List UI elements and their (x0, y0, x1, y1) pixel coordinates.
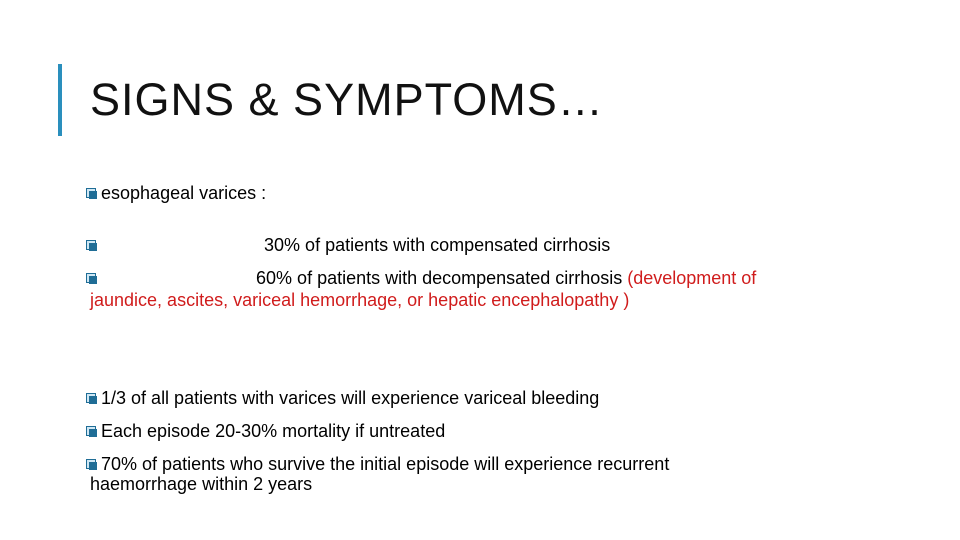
square-bullet-icon (86, 188, 96, 200)
bullet-text: esophageal varices : (101, 183, 267, 203)
bullet-text: Each episode 20-30% mortality if untreated (101, 421, 446, 441)
bullet-text: 70% of patients who survive the initial episode will experience recurrent (101, 454, 670, 474)
bullet-compensated (86, 235, 610, 255)
bullet-text: 60% of patients with decompensated cirrhosis (256, 268, 628, 288)
square-bullet-icon (86, 393, 96, 405)
square-bullet-icon (86, 240, 96, 252)
bullet-text: 30% of patients with compensated cirrhosis (264, 235, 611, 255)
square-bullet-icon (86, 426, 96, 438)
bullet-highlight: (development of (627, 268, 757, 288)
bullet-recurrent-haemorrhage (86, 454, 669, 474)
bullet-text: 1/3 of all patients with varices will experience variceal bleeding (101, 388, 600, 408)
bullet-variceal-bleeding (86, 388, 599, 408)
bullet-recurrent-haemorrhage-continuation: haemorrhage within 2 years (90, 474, 313, 494)
title-accent-bar (58, 64, 62, 136)
square-bullet-icon (86, 273, 96, 285)
bullet-esophageal-varices (86, 183, 266, 203)
bullet-mortality (86, 421, 445, 441)
slide-title: SIGNS & SYMPTOMS… (90, 74, 604, 125)
bullet-decompensated-continuation: jaundice, ascites, variceal hemorrhage, or hepatic encephalopathy ) (90, 290, 630, 310)
square-bullet-icon (86, 459, 96, 471)
bullet-decompensated (86, 268, 756, 288)
